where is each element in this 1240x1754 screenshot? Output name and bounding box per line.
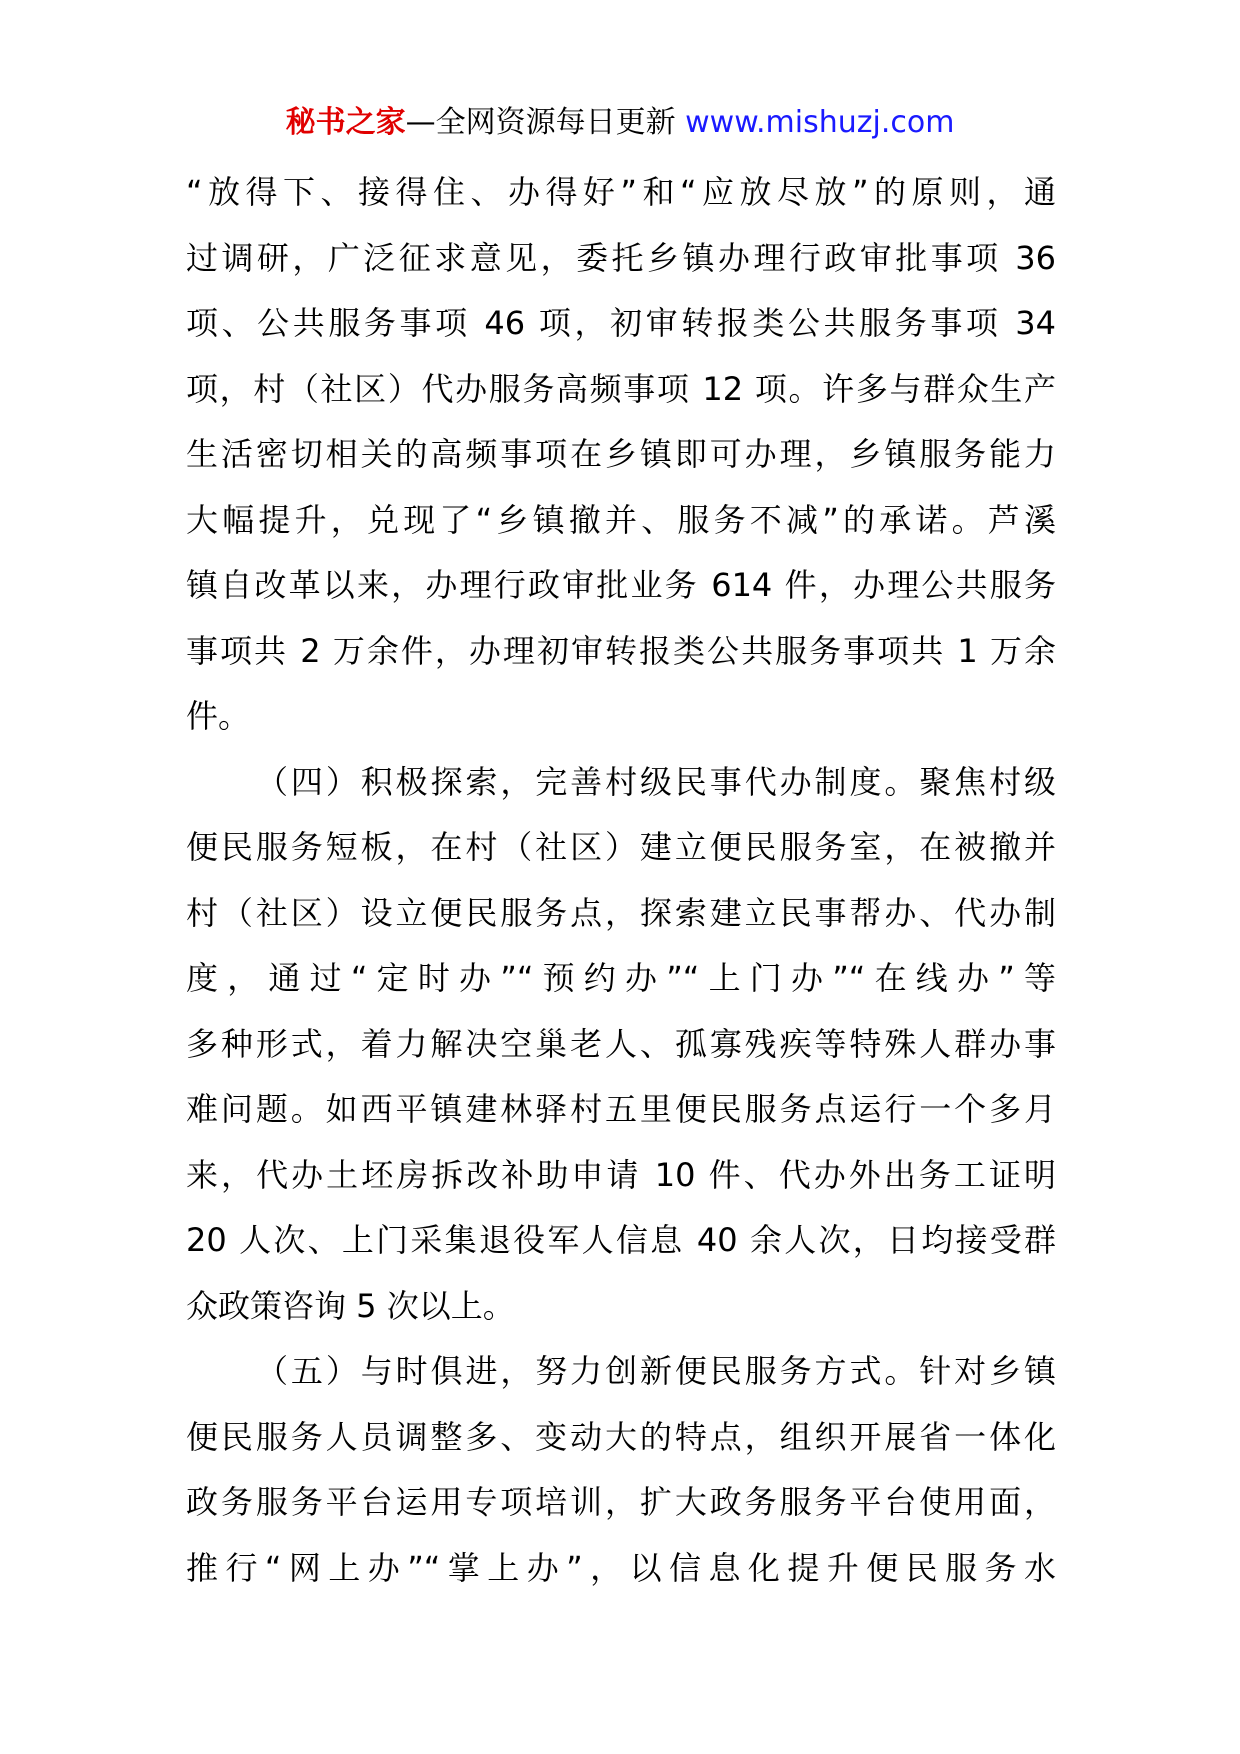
- document-body: [186, 160, 1056, 1601]
- text-line: 度，通过“定时办”“预约办”“上门办”“在线办”等: [186, 959, 1056, 997]
- text-line: 推行“网上办”“掌上办”，以信息化提升便民服务水: [186, 1548, 1056, 1587]
- text-line: 便民服务人员调整多、变动大的特点，组织开展省一体化: [186, 1417, 1056, 1456]
- text-line: 镇自改革以来，办理行政审批业务 614 件，办理公共服务: [186, 566, 1056, 604]
- text-line: 难问题。如西平镇建林驿村五里便民服务点运行一个多月: [186, 1090, 1056, 1128]
- text-line: 多种形式，着力解决空巢老人、孤寡残疾等特殊人群办事: [186, 1024, 1056, 1063]
- header-tagline: —全网资源每日更新: [405, 105, 676, 140]
- paragraph-heading-line: （五）与时俱进，努力创新便民服务方式。针对乡镇: [256, 1352, 1056, 1390]
- text-line: 政务服务平台运用专项培训，扩大政务服务平台使用面，: [186, 1483, 1056, 1521]
- paragraph-heading-line: （四）积极探索，完善村级民事代办制度。聚焦村级: [256, 762, 1056, 801]
- text-line: 事项共 2 万余件，办理初审转报类公共服务事项共 1 万余: [186, 631, 1056, 670]
- text-line: 过调研，广泛征求意见，委托乡镇办理行政审批事项 36: [186, 238, 1056, 277]
- text-line: 众政策咨询 5 次以上。: [186, 1286, 515, 1325]
- text-line: 项，村（社区）代办服务高频事项 12 项。许多与群众生产: [186, 369, 1056, 408]
- site-header: [0, 101, 1240, 145]
- text-line: 便民服务短板，在村（社区）建立便民服务室，在被撤并: [186, 828, 1056, 866]
- text-line: 件。: [186, 697, 251, 735]
- header-url-link[interactable]: www.mishuzj.com: [685, 105, 955, 140]
- text-line: 生活密切相关的高频事项在乡镇即可办理，乡镇服务能力: [186, 435, 1056, 473]
- text-line: 来，代办土坯房拆改补助申请 10 件、代办外出务工证明: [186, 1155, 1056, 1194]
- text-line: 项、公共服务事项 46 项，初审转报类公共服务事项 34: [186, 304, 1056, 342]
- text-line: “放得下、接得住、办得好”和“应放尽放”的原则，通: [186, 173, 1056, 211]
- text-line: 20 人次、上门采集退役军人信息 40 余人次，日均接受群: [186, 1221, 1056, 1259]
- text-line: 大幅提升，兑现了“乡镇撤并、服务不减”的承诺。芦溪: [186, 500, 1056, 539]
- text-line: 村（社区）设立便民服务点，探索建立民事帮办、代办制: [186, 893, 1056, 932]
- header-brand: 秘书之家: [285, 105, 406, 140]
